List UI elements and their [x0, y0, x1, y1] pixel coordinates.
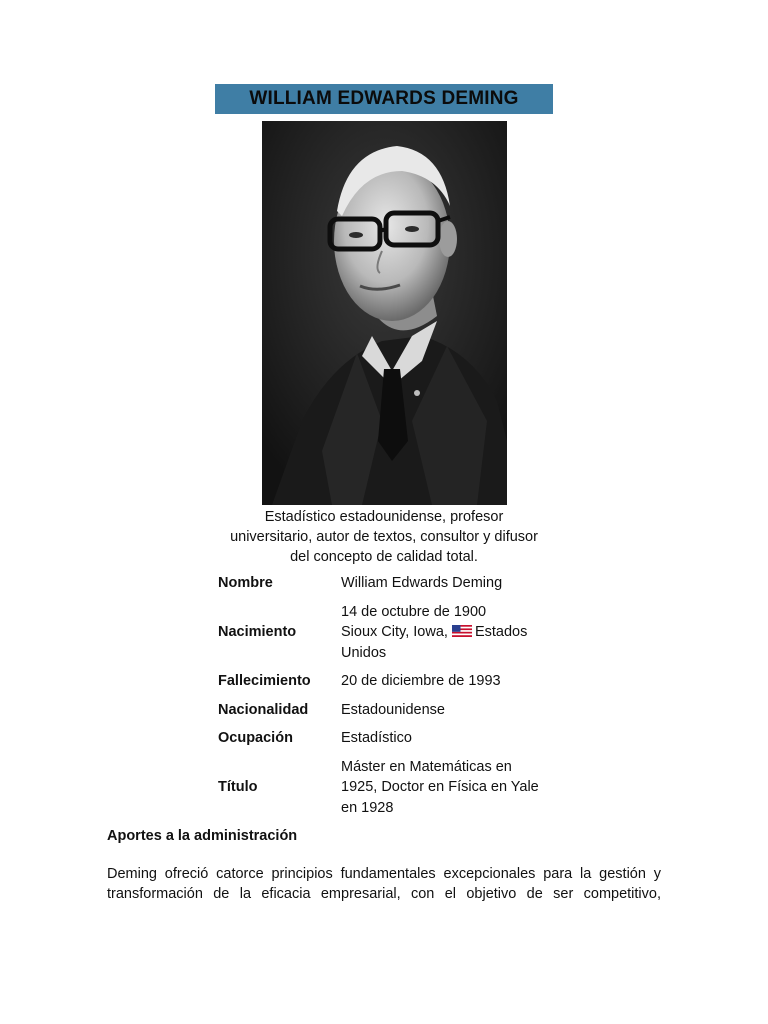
- fact-value: [341, 573, 556, 594]
- fact-value-line: 20 de diciembre de 1993: [341, 673, 501, 689]
- birthplace-country: Estados: [474, 624, 528, 640]
- fact-value-line: William Edwards Deming: [341, 575, 503, 591]
- fact-label: Nacionalidad: [218, 701, 309, 718]
- fact-value: [341, 671, 556, 692]
- fact-value-line: [341, 622, 556, 643]
- portrait-photo: [262, 121, 507, 505]
- fact-value: [341, 757, 556, 819]
- fact-row-nombre: [218, 573, 568, 594]
- body-paragraph: [107, 864, 661, 904]
- fact-value-line: en 1928: [341, 799, 394, 816]
- infobox-table: [218, 573, 568, 826]
- birthplace-city: Sioux City, Iowa,: [341, 624, 448, 640]
- fact-value-line: Unidos: [341, 644, 387, 661]
- caption-line: Estadístico estadounidense, profesor: [264, 509, 504, 525]
- fact-value-line: Estadístico: [341, 730, 412, 746]
- photo-caption: [200, 507, 568, 567]
- fact-row-nacionalidad: [218, 700, 568, 721]
- fact-row-nacimiento: [218, 602, 568, 664]
- caption-line: universitario, autor de textos, consultor y difusor: [230, 529, 538, 545]
- fact-label: Ocupación: [218, 730, 293, 747]
- fact-row-titulo: [218, 757, 568, 819]
- title-banner: [215, 84, 553, 114]
- section-heading: Aportes a la administración: [107, 828, 298, 844]
- fact-label: Nombre: [218, 575, 273, 592]
- us-flag-icon: [452, 625, 472, 637]
- fact-value: [341, 602, 556, 664]
- fact-row-fallecimiento: [218, 671, 568, 692]
- fact-label: Fallecimiento: [218, 673, 311, 690]
- paragraph-line: Deming ofreció catorce principios fundamentales excepcionales para la gestión y: [107, 866, 661, 882]
- fact-value: [341, 728, 556, 749]
- fact-value-line: Estadounidense: [341, 701, 445, 718]
- fact-value-line: Máster en Matemáticas en: [341, 758, 512, 775]
- fact-value: [341, 700, 556, 721]
- caption-line: del concepto de calidad total.: [290, 549, 478, 565]
- fact-value-line: 14 de octubre de 1900: [341, 603, 487, 620]
- fact-value-line: 1925, Doctor en Física en Yale: [341, 779, 539, 795]
- page-title: WILLIAM EDWARDS DEMING: [249, 88, 519, 109]
- fact-label: Título: [218, 779, 258, 796]
- paragraph-line: transformación de la eficacia empresarial, con el objetivo de ser competitivo,: [107, 886, 661, 902]
- fact-row-ocupacion: [218, 728, 568, 749]
- fact-label: Nacimiento: [218, 624, 297, 641]
